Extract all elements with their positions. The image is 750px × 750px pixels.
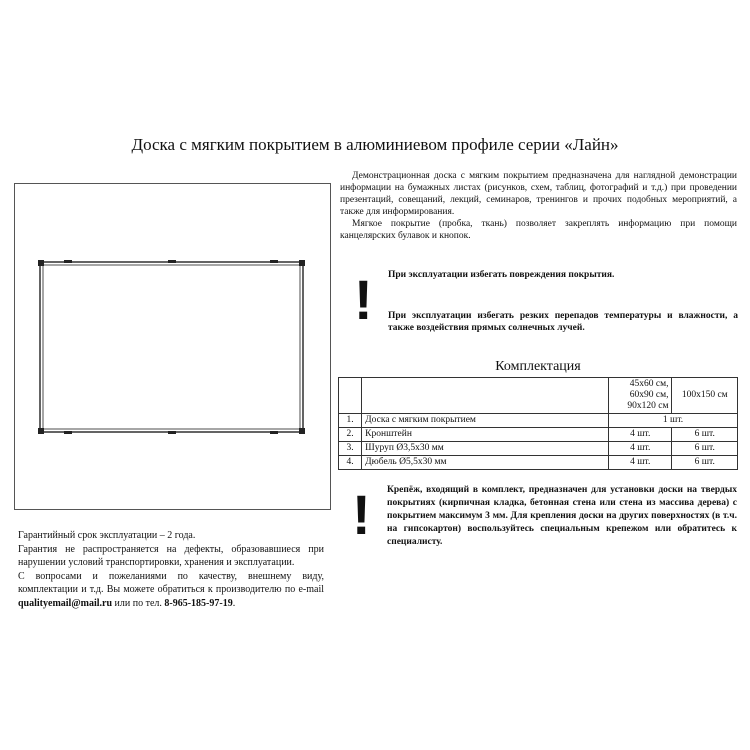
table-cell: Шуруп Ø3,5х30 мм [362,442,609,456]
table-cell: Дюбель Ø5,5х30 мм [362,456,609,470]
table-row [339,428,738,442]
table-cell: 1. [339,414,362,428]
description-paragraph: Мягкое покрытие (пробка, ткань) позволяет закреплять информацию при помощи канцелярских булавок и кнопок. [340,219,737,241]
table-cell: 4. [339,456,362,470]
page-title: Доска с мягким покрытием в алюминиевом профиле серии «Лайн» [131,135,619,154]
guarantee-term: Гарантийный срок эксплуатации – 2 года. [18,530,196,541]
table-cell: Кронштейн [362,428,609,442]
table-cell: 6 шт. [672,442,738,456]
size-column-header: 100х150 см [672,378,738,414]
warning-text: При эксплуатации избегать резких перепадов температуры и влажности, а также воздействия прямых солнечных лучей. [388,311,738,333]
contact-text: . [232,597,236,609]
warning-text: При эксплуатации избегать повреждения покрытия. [388,270,615,280]
table-header-row [339,378,738,414]
table-cell: 6 шт. [672,456,738,470]
table-cell: 4 шт. [609,428,672,442]
table-cell: 2. [339,428,362,442]
table-row [339,442,738,456]
table-cell: 4 шт. [609,442,672,456]
email-address: qualityemail@mail.ru [18,597,113,609]
board-illustration [38,260,305,434]
size-column-header: 45х60 см, 60х90 см, 90х120 см [609,378,672,414]
contact-info [18,570,324,611]
mounting-note: Крепёж, входящий в комплект, предназначен для установки доски на твердых покрытиях (кирпичная кладка, бетонная стена или стена из массива дерева) с покрытием максимум 3 мм. Для крепления доски на других поверхностях (в т.ч. на гипсокартон) воспользуйтесь специальным крепежом или обратитесь к специалисту. [387,485,737,547]
description [340,170,737,242]
guarantee-info [18,529,324,610]
exclamation-icon: ! [354,268,373,331]
table-cell [362,378,609,414]
kit-title: Комплектация [495,359,581,374]
contact-text: или по тел. [112,597,165,609]
table-row [339,456,738,470]
table-row [339,414,738,428]
kit-table [338,377,738,470]
table-cell: 4 шт. [609,456,672,470]
guarantee-exclusions: Гарантия не распространяется на дефекты, образовавшиеся при нарушении условий транспортировки, хранения и эксплуатации. [18,543,324,568]
table-cell [339,378,362,414]
table-cell: 6 шт. [672,428,738,442]
description-paragraph: Демонстрационная доска с мягким покрытием предназначена для наглядной демонстрации информации на бумажных листах (рисунков, схем, таблиц, фотографий и т.д.) при проведении презентаций, совещаний, лекций, семинаров, тренингов и прочих подобных мероприятий, а также для информирования. [340,171,737,217]
contact-text: С вопросами и пожеланиями по качеству, внешнему виду, комплектации и т.д. Вы можете обратиться к производителю по e-mail [18,570,324,595]
table-cell: 1 шт. [609,414,738,428]
phone-number: 8-965-185-97-19 [164,597,233,609]
exclamation-icon: ! [352,483,371,546]
table-cell: 3. [339,442,362,456]
table-cell: Доска с мягким покрытием [362,414,609,428]
